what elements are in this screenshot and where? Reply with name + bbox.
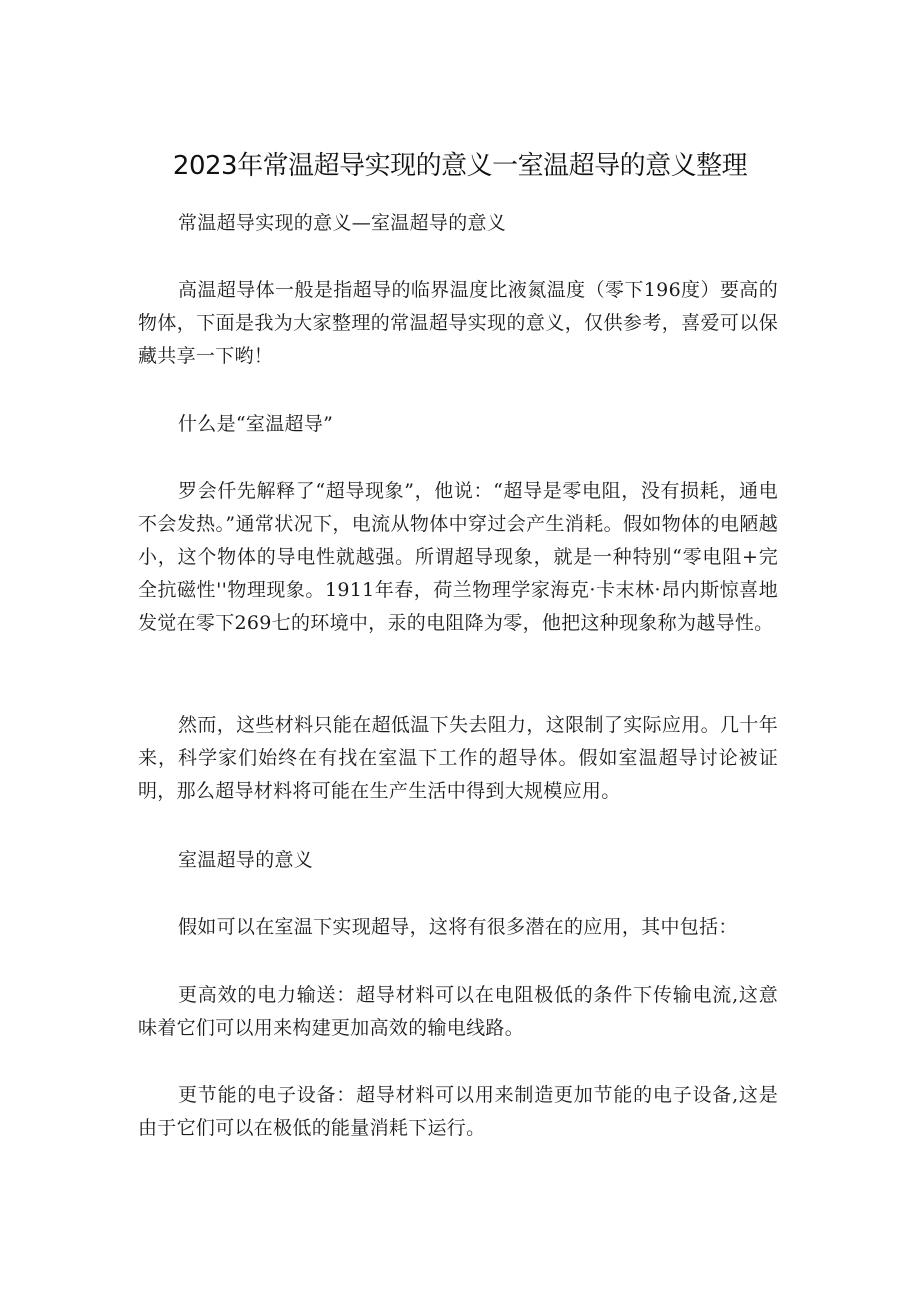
section-heading-what-is: 什么是“室温超导” (178, 413, 334, 435)
explanation-paragraph: 罗会仟先解释了“超导现象”，他说：“超导是零电阻，没有损耗，通电不会发热。”通常状况下，电流从物体中穿过会产生消耗。假如物体的电陋越小，这个物体的导电性就越强。所谓超导现象，就是一种特别“零电阻+完全抗磁性''物理现象。1911年春，荷兰物理学家海克·卡末林·昂内斯惊喜地发觉在零下269七的环境中，汞的电阻降为零，他把这种现象称为越导性。 (138, 480, 778, 634)
document-title: 2023年常温超导实现的意义一室温超导的意义整理 (172, 151, 748, 181)
intro-paragraph: 高温超导体一般是指超导的临界温度比液氮温度（零下196度）要高的物体，下面是我为大家整理的常温超导实现的意义，仅供参考，喜爱可以保藏共享一下哟！ (138, 279, 778, 367)
applications-intro-paragraph: 假如可以在室温下实现超导，这将有很多潜在的应用，其中包括： (178, 916, 738, 938)
application-power-paragraph: 更高效的电力输送：超导材料可以在电阻极低的条件下传输电流,这意味着它们可以用来构建更加高效的输电线路。 (138, 984, 778, 1039)
limitation-paragraph: 然而，这些材料只能在超低温下失去阻力，这限制了实际应用。几十年来，科学家们始终在有找在室温下工作的超导体。假如室温超导讨论被证明，那么超导材料将可能在生产生活中得到大规模应用。 (138, 714, 778, 802)
section-heading-significance: 室温超导的意义 (178, 849, 314, 871)
application-devices-paragraph: 更节能的电子设备：超导材料可以用来制造更加节能的电子设备,这是由于它们可以在极低的能量消耗下运行。 (138, 1084, 778, 1139)
subtitle-paragraph: 常温超导实现的意义—室温超导的意义 (178, 212, 507, 234)
